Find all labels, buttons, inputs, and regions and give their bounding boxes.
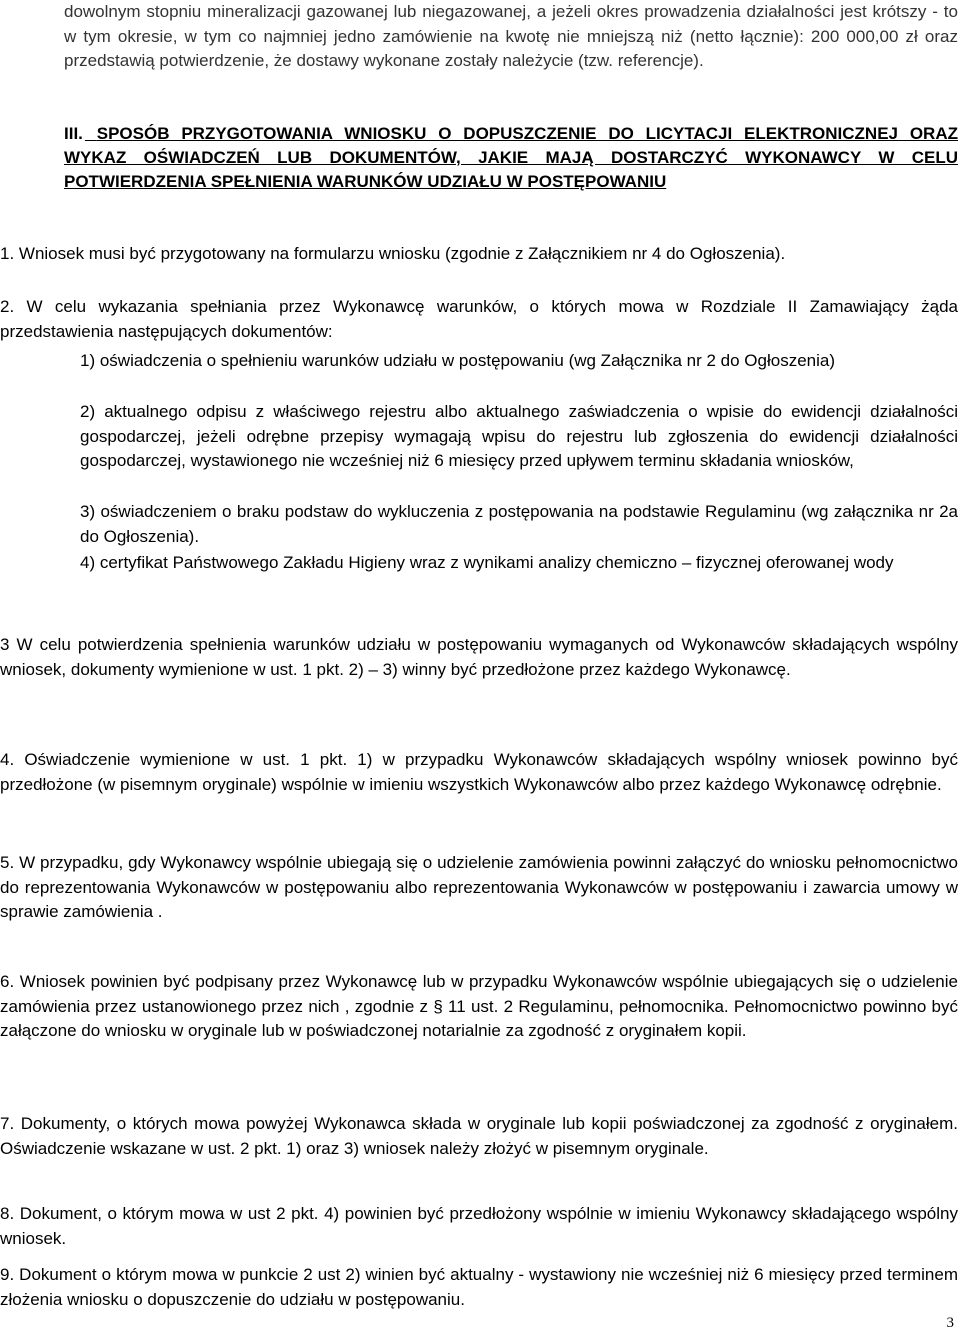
section-title: SPOSÓB PRZYGOTOWANIA WNIOSKU O DOPUSZCZENIE DO LICYTACJI ELEKTRONICZNEJ ORAZ WYKAZ OŚWIADCZEŃ LUB DOKUMENTÓW, JAKIE MAJĄ DOSTARCZYĆ WYKONAWCY W CELU POTWIERDZENIA SPEŁNIENIA WARUNKÓW UDZIAŁU W POSTĘPOWANIU <box>64 124 958 191</box>
paragraph-9: 9. Dokument o którym mowa w punkcie 2 ust 2) winien być aktualny - wystawiony nie wcześniej niż 6 miesięcy przed terminem złożenia wniosku o dopuszczenie do udziału w postępowaniu. <box>0 1265 958 1309</box>
section-heading <box>64 122 958 194</box>
paragraph-7: 7. Dokumenty, o których mowa powyżej Wykonawca składa w oryginale lub kopii poświadczonej za zgodność z oryginałem. Oświadczenie wskazane w ust. 2 pkt. 1) oraz 3) wniosek należy złożyć w pisemnym oryginale. <box>0 1114 958 1158</box>
section-number: III. <box>64 124 83 143</box>
document-list-item-2: 2) aktualnego odpisu z właściwego rejestru albo aktualnego zaświadczenia o wpisie do ewidencji działalności gospodarczej, jeżeli odrębne przepisy wymagają wpisu do rejestru lub zgłoszenia do ewidencji działalności gospodarczej, wystawionego nie wcześniej niż 6 miesięcy przed upływem terminu składania wniosków, <box>80 402 958 470</box>
paragraph-4: 4. Oświadczenie wymienione w ust. 1 pkt. 1) w przypadku Wykonawców składających wspólny wniosek powinno być przedłożone (w pisemnym oryginale) wspólnie w imieniu wszystkich Wykonawców albo przez każdego Wykonawcę odrębnie. <box>0 750 958 794</box>
paragraph-1: 1. Wniosek musi być przygotowany na formularzu wniosku (zgodnie z Załącznikiem nr 4 do Ogłoszenia). <box>0 244 786 263</box>
paragraph-2: 2. W celu wykazania spełniania przez Wykonawcę warunków, o których mowa w Rozdziale II Zamawiający żąda przedstawienia następujących dokumentów: <box>0 297 958 341</box>
document-list-item-1: 1) oświadczenia o spełnieniu warunków udziału w postępowaniu (wg Załącznika nr 2 do Ogłoszenia) <box>80 351 836 370</box>
intro-paragraph: dowolnym stopniu mineralizacji gazowanej lub niegazowanej, a jeżeli okres prowadzenia działalności jest krótszy - to w tym okresie, w tym co najmniej jedno zamówienie na kwotę nie mniejszą niż (netto łącznie): 200 000,00 zł oraz przedstawią potwierdzenie, że dostawy wykonane zostały należycie (tzw. referencje). <box>64 2 958 70</box>
paragraph-5: 5. W przypadku, gdy Wykonawcy wspólnie ubiegają się o udzielenie zamówienia powinni załączyć do wniosku pełnomocnictwo do reprezentowania Wykonawców w postępowaniu albo reprezentowania Wykonawców w postępowaniu i zawarcia umowy w sprawie zamówienia . <box>0 853 958 921</box>
paragraph-8: 8. Dokument, o którym mowa w ust 2 pkt. 4) powinien być przedłożony wspólnie w imieniu Wykonawcy składającego wspólny wniosek. <box>0 1204 958 1248</box>
paragraph-3: 3 W celu potwierdzenia spełnienia warunków udziału w postępowaniu wymaganych od Wykonawców składających wspólny wniosek, dokumenty wymienione w ust. 1 pkt. 2) – 3) winny być przedłożone przez każdego Wykonawcę. <box>0 635 958 679</box>
document-list-item-3: 3) oświadczeniem o braku podstaw do wykluczenia z postępowania na podstawie Regulaminu (wg załącznika nr 2a do Ogłoszenia). <box>80 502 958 546</box>
page-number: 3 <box>946 1315 954 1331</box>
paragraph-6: 6. Wniosek powinien być podpisany przez Wykonawcę lub w przypadku Wykonawców wspólnie ubiegających się o udzielenie zamówienia przez ustanowionego przez nich , zgodnie z § 11 ust. 2 Regulaminu, pełnomocnika. Pełnomocnictwo powinno być załączone do wniosku w oryginale lub w poświadczonej notarialnie za zgodność z oryginałem kopii. <box>0 972 958 1040</box>
document-list-item-4: 4) certyfikat Państwowego Zakładu Higieny wraz z wynikami analizy chemiczno – fizycznej oferowanej wody <box>80 553 894 572</box>
